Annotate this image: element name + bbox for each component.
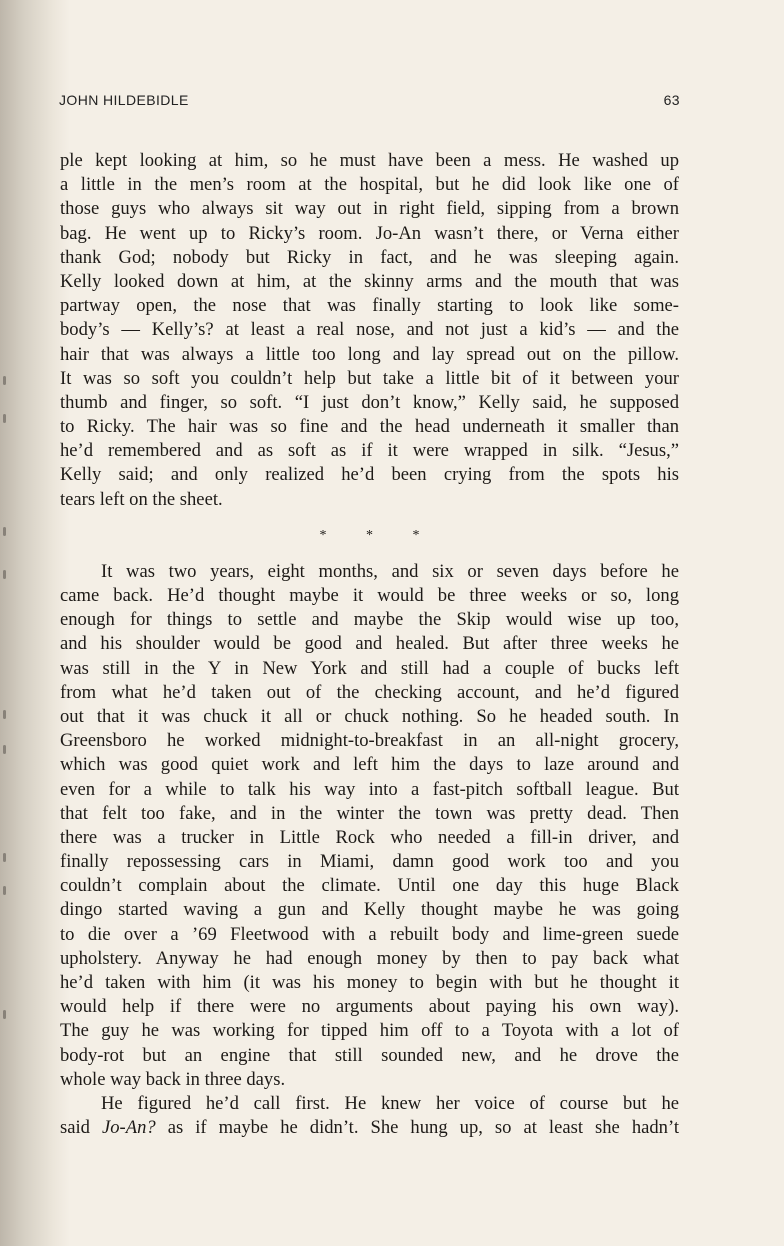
text-line: out that it was chuck it all or chuck nothing. So he headed south. In <box>60 705 679 727</box>
text-line: dingo started waving a gun and Kelly thought maybe he was going <box>60 899 679 921</box>
text-line: finally repossessing cars in Miami, damn good work too and you <box>60 851 679 873</box>
text-line: came back. He’d thought maybe it would be three weeks or so, long <box>60 585 679 606</box>
text-line: It was so soft you couldn’t help but take a little bit of it between your <box>60 367 679 389</box>
body-text <box>60 149 679 1140</box>
text-line: couldn’t complain about the climate. Until one day this huge Black <box>60 875 679 897</box>
paragraph <box>60 560 679 1092</box>
text-run: said <box>60 1117 102 1139</box>
text-line: body’s — Kelly’s? at least a real nose, and not just a kid’s — and the <box>60 319 679 341</box>
text-line: upholstery. Anyway he had enough money by then to pay back what <box>60 947 679 969</box>
text-line <box>60 1116 679 1140</box>
margin-mark <box>3 376 6 385</box>
margin-mark <box>3 853 6 862</box>
text-line: would help if there were no arguments about paying his own way). <box>60 996 679 1018</box>
text-line: thank God; nobody but Ricky in fact, and he was sleeping again. <box>60 246 679 268</box>
text-line: Kelly said; and only realized he’d been crying from the spots his <box>60 464 679 486</box>
margin-mark <box>3 527 6 536</box>
text-line: He figured he’d call first. He knew her voice of course but he <box>101 1092 679 1114</box>
text-line: It was two years, eight months, and six or seven days before he <box>101 560 679 582</box>
text-line: Kelly looked down at him, at the skinny arms and the mouth that was <box>60 270 679 292</box>
paragraph <box>60 149 679 512</box>
text-line: to die over a ’69 Fleetwood with a rebuilt body and lime-green suede <box>60 923 679 945</box>
text-line: which was good quiet work and left him the days to laze around and <box>60 754 679 776</box>
text-line: he’d taken with him (it was his money to begin with but he thought it <box>60 972 679 993</box>
paragraph <box>60 1092 679 1140</box>
margin-mark <box>3 1010 6 1019</box>
margin-mark <box>3 570 6 579</box>
text-line: ple kept looking at him, so he must have been a mess. He washed up <box>60 150 679 171</box>
text-run: as if maybe he didn’t. She hung up, so at least she hadn’t <box>155 1117 679 1139</box>
text-line: a little in the men’s room at the hospital, but he did look like one of <box>60 174 679 196</box>
text-line: from what he’d taken out of the checking account, and he’d figured <box>60 681 679 703</box>
text-line: whole way back in three days. <box>60 1068 286 1090</box>
text-line: to Ricky. The hair was so fine and the head underneath it smaller than <box>60 416 679 438</box>
text-line: he’d remembered and as soft as if it were wrapped in silk. “Jesus,” <box>60 440 679 462</box>
text-line: hair that was always a little too long and lay spread out on the pillow. <box>60 343 679 365</box>
text-line: even for a while to talk his way into a fast-pitch softball league. But <box>60 778 679 800</box>
text-line: body-rot but an engine that still sounded new, and he drove the <box>60 1044 679 1066</box>
text-line: The guy he was working for tipped him off to a Toyota with a lot of <box>60 1020 679 1042</box>
text-line: Greensboro he worked midnight-to-breakfast in an all-night grocery, <box>60 730 679 752</box>
text-line: tears left on the sheet. <box>60 488 223 510</box>
text-line: those guys who always sit way out in right field, sipping from a brown <box>60 198 679 220</box>
text-line: that felt too fake, and in the winter the town was pretty dead. Then <box>60 802 679 824</box>
text-line: thumb and finger, so soft. “I just don’t know,” Kelly said, he supposed <box>60 391 679 413</box>
text-line: there was a trucker in Little Rock who needed a fill-in driver, and <box>60 826 679 848</box>
italic-text: Jo-An? <box>101 1117 156 1139</box>
page-number: 63 <box>663 92 680 108</box>
text-line: bag. He went up to Ricky’s room. Jo-An wasn’t there, or Verna either <box>60 222 679 244</box>
margin-mark <box>3 886 6 895</box>
running-header <box>59 92 680 108</box>
text-line: partway open, the nose that was finally starting to look like some- <box>60 295 679 317</box>
text-line: and his shoulder would be good and healed. But after three weeks he <box>60 633 679 655</box>
margin-mark <box>3 745 6 754</box>
text-line: enough for things to settle and maybe the Skip would wise up too, <box>60 609 679 631</box>
section-break: * * * <box>319 527 438 543</box>
running-head-author: JOHN HILDEBIDLE <box>59 92 189 108</box>
margin-mark <box>3 710 6 719</box>
text-line: was still in the Y in New York and still had a couple of bucks left <box>60 657 679 679</box>
margin-mark <box>3 414 6 423</box>
